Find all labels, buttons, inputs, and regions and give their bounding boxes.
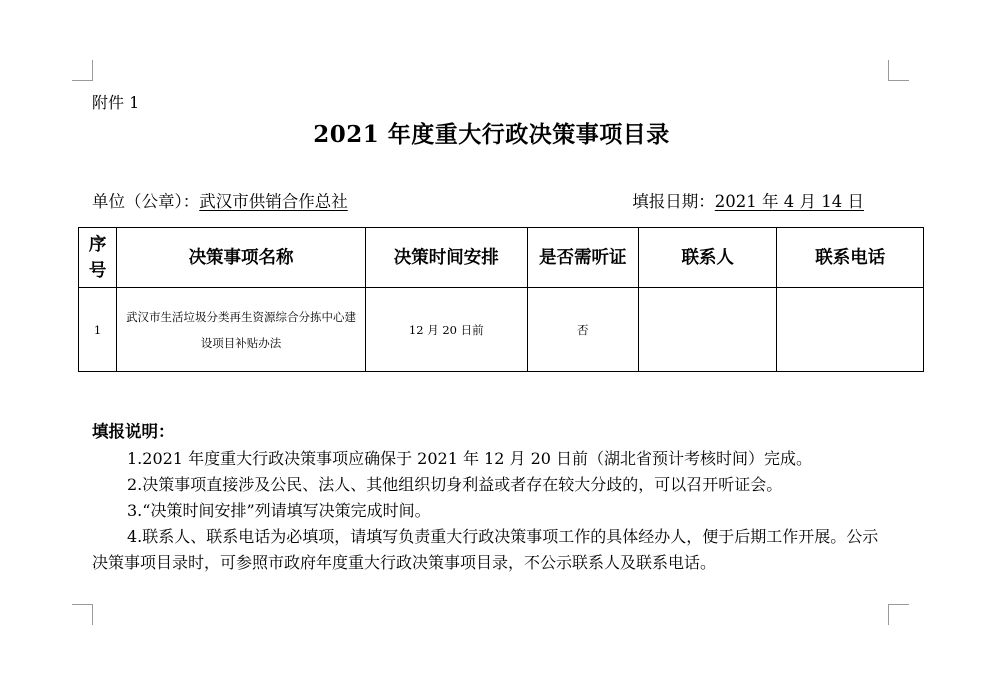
page-corner-mark-bottom-right xyxy=(888,604,909,625)
header-contact: 联系人 xyxy=(638,228,776,288)
cell-seq: 1 xyxy=(79,288,117,372)
document-title: 2021 年度重大行政决策事项目录 xyxy=(313,121,670,148)
fill-date-line xyxy=(632,188,864,212)
fill-date-label: 填报日期： xyxy=(632,192,715,211)
note-item-4: 4.联系人、联系电话为必填项，请填写负责重大行政决策事项工作的具体经办人，便于后期工作开展。公示决策事项目录时，可参照市政府年度重大行政决策事项目录，不公示联系人及联系电话。 xyxy=(92,527,879,572)
header-seq: 序号 xyxy=(79,228,117,288)
notes-title: 填报说明： xyxy=(92,422,175,441)
table-row xyxy=(79,288,924,372)
cell-hearing: 否 xyxy=(527,288,638,372)
page-corner-mark-bottom-left xyxy=(72,604,93,625)
table-header-row xyxy=(79,228,924,288)
unit-line xyxy=(92,188,348,212)
decision-items-table xyxy=(78,227,924,372)
page-corner-mark-top-right xyxy=(888,60,909,81)
cell-phone xyxy=(777,288,924,372)
note-item-3: 3.“决策时间安排”列请填写决策完成时间。 xyxy=(127,501,431,520)
fill-date-value: 2021 年 4 月 14 日 xyxy=(714,192,864,211)
header-item-name: 决策事项名称 xyxy=(117,228,366,288)
header-phone: 联系电话 xyxy=(777,228,924,288)
cell-contact xyxy=(638,288,776,372)
cell-time: 12 月 20 日前 xyxy=(366,288,528,372)
note-item-2: 2.决策事项直接涉及公民、法人、其他组织切身利益或者存在较大分歧的，可以召开听证会。 xyxy=(127,475,783,494)
note-item-1: 1.2021 年度重大行政决策事项应确保于 2021 年 12 月 20 日前（湖北省预计考核时间）完成。 xyxy=(127,449,813,468)
unit-label: 单位（公章）： xyxy=(92,192,200,211)
page-corner-mark-top-left xyxy=(72,60,93,81)
header-hearing: 是否需听证 xyxy=(527,228,638,288)
cell-item-name: 武汉市生活垃圾分类再生资源综合分拣中心建设项目补贴办法 xyxy=(117,288,366,372)
attachment-label: 附件 1 xyxy=(92,93,140,112)
header-time: 决策时间安排 xyxy=(366,228,528,288)
unit-value: 武汉市供销合作总社 xyxy=(199,192,348,211)
